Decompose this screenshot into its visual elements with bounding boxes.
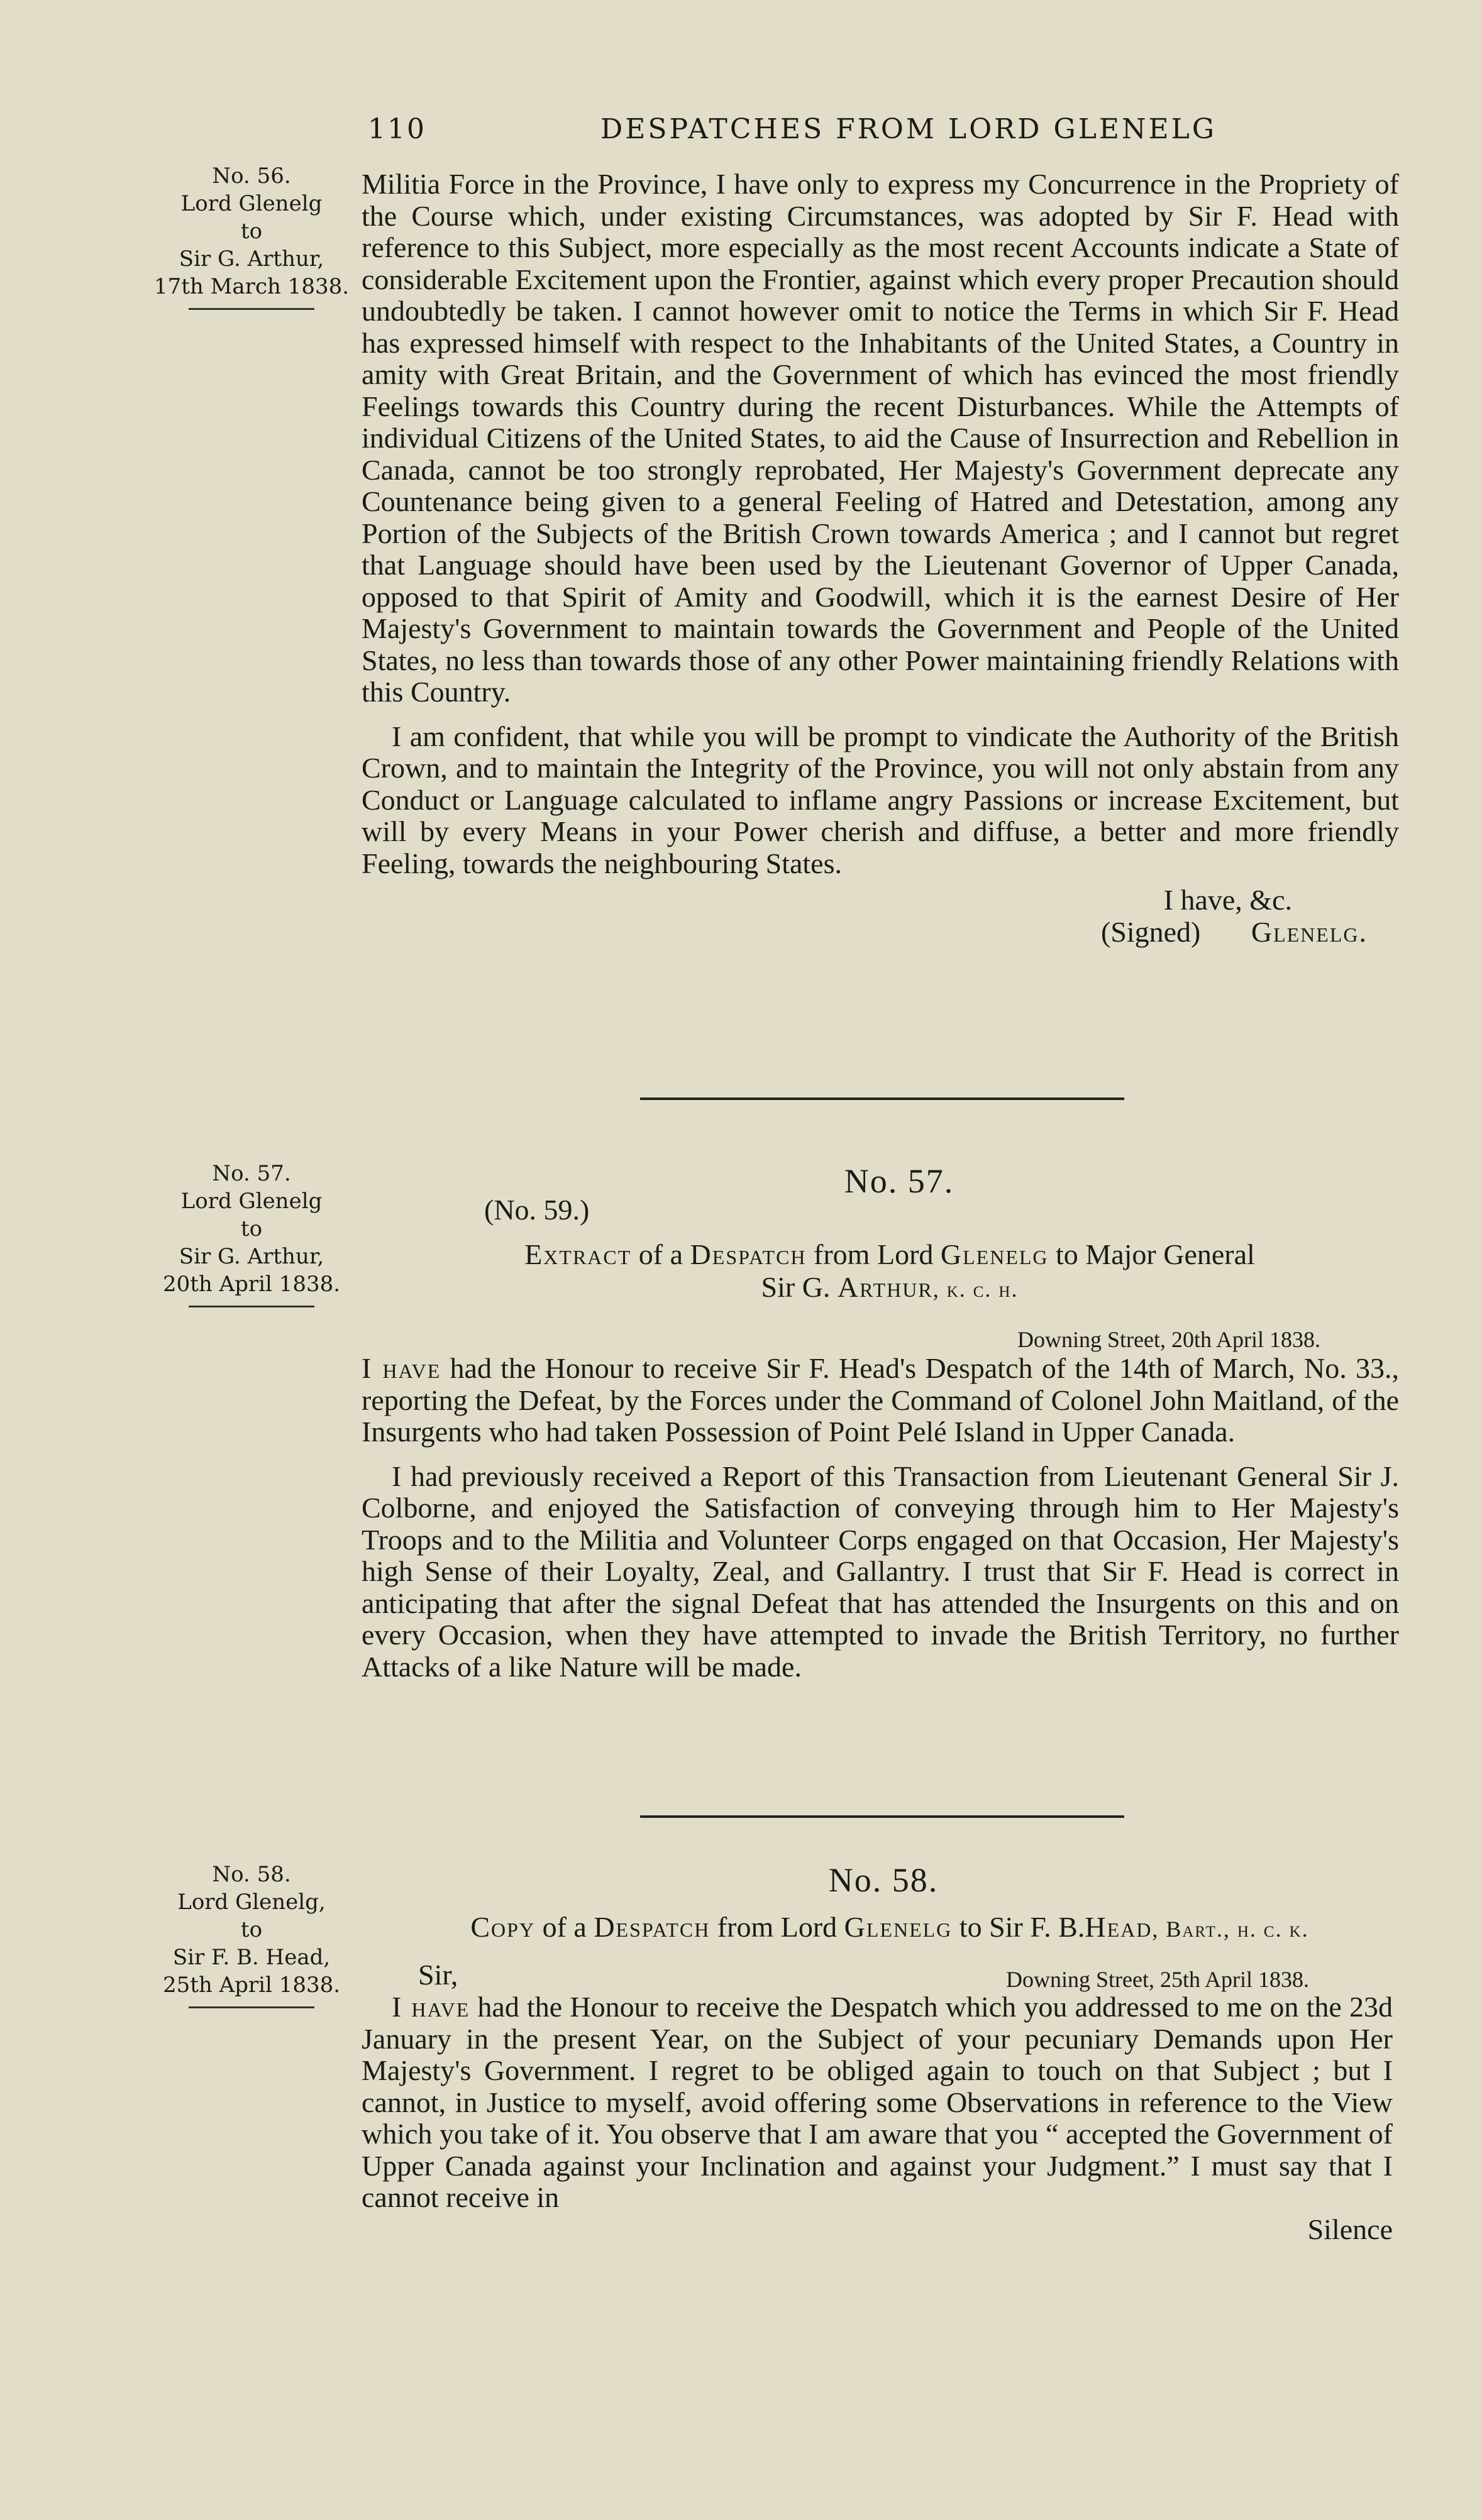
margin-rule bbox=[189, 2006, 314, 2008]
margin-note-line: 20th April 1838. bbox=[162, 1272, 341, 1297]
margin-note-57 bbox=[148, 1160, 355, 1307]
despatch-57-title-line-1 bbox=[368, 1238, 1412, 1271]
signed-label: (Signed) bbox=[1100, 915, 1201, 948]
margin-rule bbox=[189, 1306, 314, 1307]
margin-rule bbox=[189, 308, 314, 310]
despatch-58-paragraph-1 bbox=[362, 1991, 1393, 2214]
page-header bbox=[368, 113, 1412, 151]
margin-note-line: 17th March 1838. bbox=[153, 274, 350, 299]
section-divider bbox=[640, 1815, 1124, 1818]
margin-note-line: No. 56. bbox=[212, 163, 291, 189]
despatch-56-paragraph-2: I am confident, that while you will be prompt to vindicate the Authority of the British Crown, and to maintain the Integrity of the Province, you will not only abstain from any Conduct or Language calculated to inflame angry Passions or increase Excitement, but will by every Means in your Power cherish and diffuse, a better and more friendly Feeling, towards the neighbouring States. bbox=[362, 720, 1399, 879]
title-word: Despatch bbox=[690, 1238, 807, 1270]
title-word: Arthur bbox=[837, 1271, 933, 1303]
margin-note-line: Sir G. Arthur, bbox=[179, 1244, 324, 1269]
running-title: DESPATCHES FROM LORD GLENELG bbox=[600, 113, 1217, 145]
despatch-58-body bbox=[362, 1991, 1393, 2245]
title-word: Extract bbox=[524, 1238, 632, 1270]
title-word: Copy bbox=[470, 1911, 536, 1943]
section-divider bbox=[640, 1098, 1124, 1100]
title-word: of a bbox=[631, 1238, 690, 1270]
signature-line bbox=[362, 916, 1399, 949]
margin-note-line: No. 57. bbox=[212, 1161, 291, 1186]
closing: I have, &c. bbox=[1163, 884, 1292, 916]
margin-note-line: Sir F. B. Head, bbox=[172, 1945, 331, 1970]
title-word: , Bart., h. c. k. bbox=[1152, 1917, 1309, 1942]
title-word: Despatch bbox=[594, 1911, 711, 1943]
margin-note-line: to bbox=[240, 1216, 263, 1241]
despatch-57-heading: No. 57. bbox=[844, 1162, 954, 1200]
title-word: Glenelg bbox=[940, 1238, 1049, 1270]
despatch-58-heading: No. 58. bbox=[828, 1861, 939, 1899]
despatch-57-title-line-2 bbox=[368, 1271, 1412, 1306]
catchword: Silence bbox=[1307, 2213, 1393, 2245]
signature: Glenelg. bbox=[1251, 915, 1368, 948]
page-number: 110 bbox=[368, 113, 426, 145]
margin-note-line: No. 58. bbox=[212, 1862, 291, 1887]
title-word: to Major General bbox=[1048, 1238, 1255, 1270]
despatch-57-paragraph-2: I had previously received a Report of this Transaction from Lieutenant General Sir J. Colborne, and enjoyed the Satisfaction of conveying through him to Her Majesty's Troops and to the Militia and Volunteer Corps engaged on that Occasion, Her Majesty's high Sense of their Loyalty, Zeal, and Gallantry. I trust that Sir F. Head is correct in anticipating that after the signal Defeat that has attended the Insurgents on this and on every Occasion, when they have attempted to invade the British Territory, no further Attacks of a like Nature will be made. bbox=[362, 1460, 1399, 1683]
despatch-56-paragraph-1: Militia Force in the Province, I have only to express my Concurrence in the Propriety of the Course which, under existing Circumstances, was adopted by Sir F. Head with reference to this Subject, more especially as the most recent Accounts indicate a State of considerable Excitement upon the Frontier, against which every proper Precaution should undoubtedly be taken. I cannot however omit to notice the Terms in which Sir F. Head has expressed himself with respect to the Inhabitants of the United States, a Country in amity with Great Britain, and the Government of which has evinced the most friendly Feelings towards this Country during the recent Disturbances. While the Attempts of individual Citizens of the United States, to aid the Cause of Insurrection and Rebellion in Canada, cannot be too strongly reprobated, Her Majesty's Government deprecate any Countenance being given to a general Feeling of Hatred and Detestation, among any Portion of the Subjects of the British Crown towards America ; and I cannot but regret that Language should have been used by the Lieutenant Governor of Upper Canada, opposed to that Spirit of Amity and Goodwill, which it is the earnest Desire of Her Majesty's Government to maintain towards the Government and People of the United States, no less than towards those of any other Power maintaining friendly Relations with this Country. bbox=[362, 168, 1399, 708]
title-word: , k. c. h. bbox=[932, 1277, 1019, 1302]
title-word: to Sir F. B. bbox=[952, 1911, 1085, 1943]
margin-note-line: Lord Glenelg bbox=[180, 1189, 323, 1214]
margin-note-line: Lord Glenelg bbox=[180, 191, 323, 216]
title-word: from Lord bbox=[710, 1911, 844, 1943]
despatch-58-dateline: Downing Street, 25th April 1838. bbox=[1006, 1967, 1309, 1992]
despatch-56-body bbox=[362, 168, 1399, 948]
opening-words: I have bbox=[392, 1991, 470, 2023]
despatch-58-salutation: Sir, bbox=[418, 1959, 458, 1991]
paragraph-text: had the Honour to receive Sir F. Head's Despatch of the 14th of March, No. 33., reporting the Defeat, by the Forces under the Command of Colonel John Maitland, of the Insurgents who had taken Possession of Point Pelé Island in Upper Canada. bbox=[362, 1352, 1399, 1448]
despatch-57-body bbox=[362, 1353, 1399, 1683]
paragraph-text: had the Honour to receive the Despatch which you addressed to me on the 23d January in the present Year, on the Subject of your pecuniary Demands upon Her Majesty's Government. I regret to be obliged again to touch on that Subject ; but I cannot, in Justice to myself, avoid offering some Observations in reference to the View which you take of it. You observe that I am aware that you “ accepted the Government of Upper Canada against your Inclination and against your Judgment.” I must say that I cannot receive in bbox=[362, 1991, 1393, 2213]
despatch-58-title bbox=[368, 1911, 1412, 1945]
title-word: Head bbox=[1085, 1911, 1153, 1943]
despatch-57-paragraph-1 bbox=[362, 1353, 1399, 1448]
margin-note-line: to bbox=[240, 219, 263, 244]
title-word: Glenelg bbox=[844, 1911, 953, 1943]
margin-note-58 bbox=[148, 1861, 355, 2008]
title-word: Sir G. bbox=[761, 1271, 838, 1303]
despatch-57-sub-number: (No. 59.) bbox=[484, 1194, 590, 1226]
margin-note-line: to bbox=[240, 1917, 263, 1942]
margin-note-line: Lord Glenelg, bbox=[177, 1890, 326, 1915]
margin-note-line: Sir G. Arthur, bbox=[179, 246, 324, 272]
margin-note-line: 25th April 1838. bbox=[162, 1973, 341, 1998]
title-word: of a bbox=[535, 1911, 594, 1943]
margin-note-56 bbox=[148, 162, 355, 310]
title-word: from Lord bbox=[806, 1238, 941, 1270]
opening-words: I have bbox=[362, 1352, 441, 1384]
despatch-57-dateline: Downing Street, 20th April 1838. bbox=[1017, 1327, 1320, 1352]
